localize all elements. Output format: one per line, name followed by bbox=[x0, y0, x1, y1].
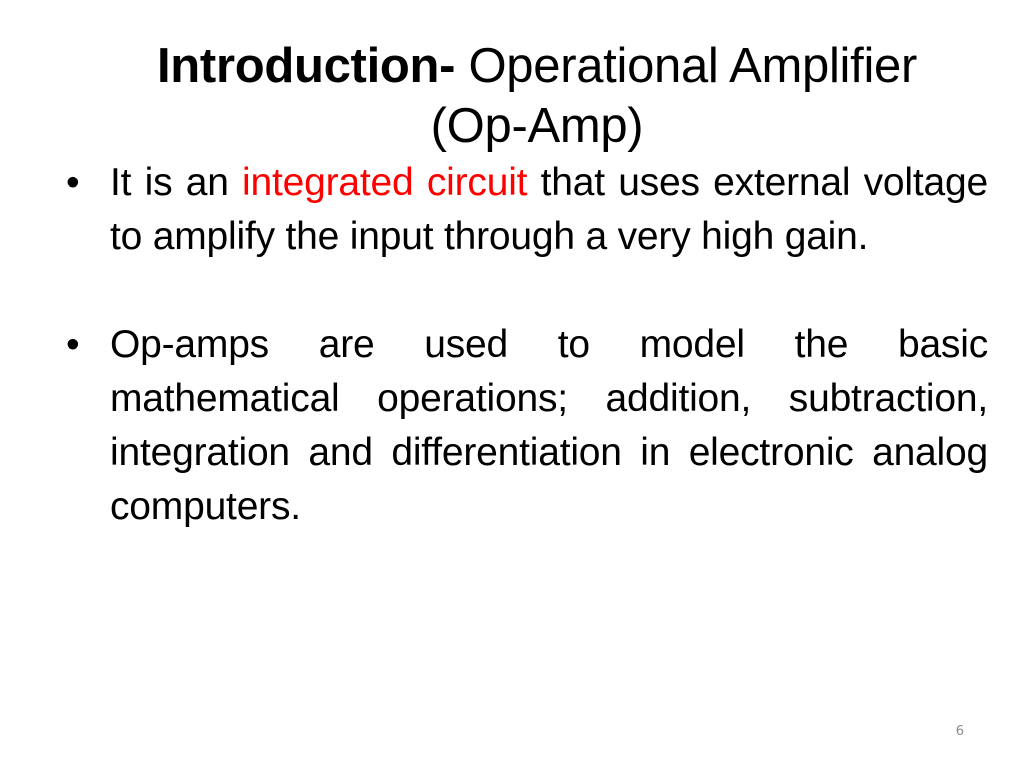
slide-title-main: Operational Amplifier (Op-Amp) bbox=[430, 39, 918, 153]
slide-title bbox=[120, 36, 954, 156]
bullet-dot-icon: • bbox=[66, 323, 80, 366]
highlighted-term: integrated circuit bbox=[242, 161, 528, 204]
bullet-item-op-amp-uses bbox=[64, 318, 988, 534]
bullet-list bbox=[64, 156, 988, 534]
page-number: 6 bbox=[955, 724, 964, 739]
bullet-text-start: It is an bbox=[110, 161, 243, 204]
slide-title-bold: Introduction- bbox=[156, 39, 456, 93]
bullet-item-integrated-circuit bbox=[64, 156, 988, 264]
bullet-dot-icon: • bbox=[66, 161, 80, 204]
bullet-text-end: that uses external voltage to amplify the input through a very high gain. bbox=[110, 161, 988, 258]
bullet-text: Op-amps are used to model the basic mathematical operations; addition, subtraction, integration and differentiation in electronic analog computers. bbox=[110, 323, 988, 528]
